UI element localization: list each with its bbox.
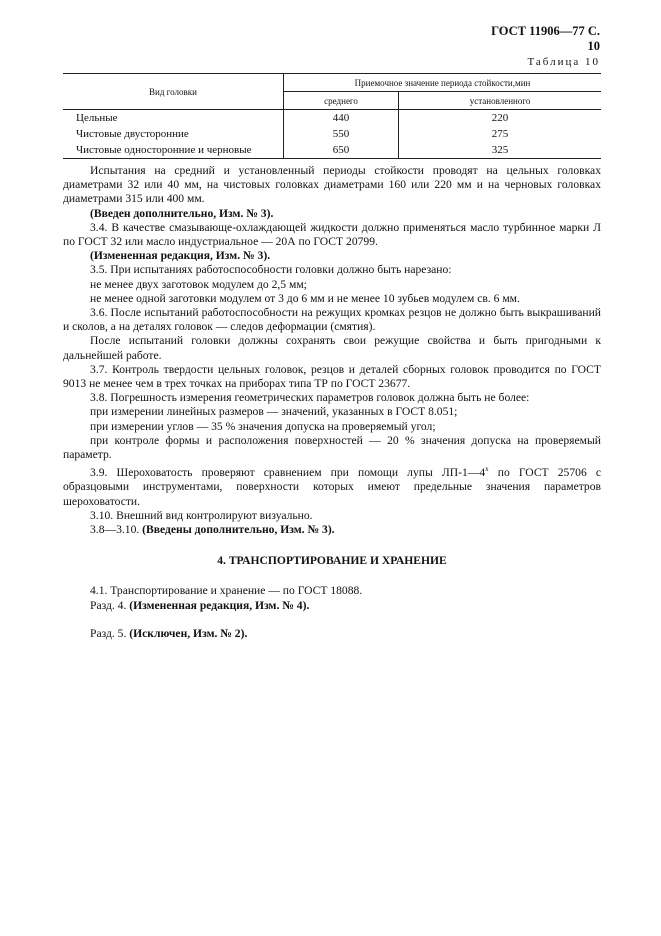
amendment-note xyxy=(63,627,601,641)
page-header: ГОСТ 11906—77 С. 10 xyxy=(491,24,600,53)
paragraph-3-7: 3.7. Контроль твердости цельных головок, резцов и деталей сборных головок проводится по ГОСТ 9013 не менее чем в трех точках на приборах типа ТР по ГОСТ 23677. xyxy=(63,362,601,391)
paragraph-3-10: 3.10. Внешний вид контролируют визуально. xyxy=(90,508,313,522)
amendment-note: (Измененная редакция, Изм. № 3). xyxy=(90,249,271,263)
row-mean: 440 xyxy=(284,110,399,127)
paragraph: при измерении углов — 35 % значения допуска на проверяемый угол; xyxy=(90,419,436,433)
col-head-mean: среднего xyxy=(284,92,399,110)
row-mean: 550 xyxy=(284,126,399,142)
table-row xyxy=(63,142,601,159)
row-set: 275 xyxy=(399,126,601,142)
table-row xyxy=(63,110,601,127)
row-name: Чистовые односторонние и черновые xyxy=(63,142,284,159)
section-title: 4. ТРАНСПОРТИРОВАНИЕ И ХРАНЕНИЕ xyxy=(217,554,447,568)
paragraph-3-5: 3.5. При испытаниях работоспособности головки должно быть нарезано: xyxy=(90,263,452,277)
row-name: Чистовые двусторонние xyxy=(76,128,189,140)
amendment-note: (Введен дополнительно, Изм. № 3). xyxy=(90,206,274,220)
row-set: 220 xyxy=(399,110,601,127)
row-set: 325 xyxy=(399,142,601,159)
durability-table xyxy=(63,73,601,159)
paragraph: при измерении линейных размеров — значений, указанных в ГОСТ 8.051; xyxy=(90,405,458,419)
amendment-note xyxy=(63,599,601,613)
paragraph: не менее одной заготовки модулем от 3 до 6 мм и не менее 10 зубьев модулем св. 6 мм. xyxy=(90,291,520,305)
row-name: Цельные xyxy=(76,112,118,124)
col-head-group: Приемочное значение периода стойкости,мин xyxy=(284,74,602,92)
table-caption: Таблица 10 xyxy=(527,56,600,68)
paragraph-3-4: 3.4. В качестве смазывающе-охлаждающей жидкости должно применяться масло турбинное марки Л по ГОСТ 32 или масло индустриальное — 20А по ГОСТ 20799. xyxy=(63,220,601,249)
text-span: 3.9. Шероховатость проверяют сравнением при помощи лупы ЛП-1—4 xyxy=(90,466,486,480)
col-head-type: Вид головки xyxy=(63,74,284,110)
table-row xyxy=(63,126,601,142)
paragraph: не менее двух заготовок модулем до 2,5 мм; xyxy=(90,277,307,291)
text-span: по ГОСТ 25706 с образцовыми инструментами, поверхности которых имеют предельные значения параметров шероховатости. xyxy=(63,466,601,508)
superscript: х xyxy=(485,465,489,474)
col-head-set: установленного xyxy=(399,92,601,110)
amendment-note xyxy=(63,523,601,537)
note-text: (Введены дополнительно, Изм. № 3). xyxy=(142,522,335,536)
paragraph-4-1: 4.1. Транспортирование и хранение — по ГОСТ 18088. xyxy=(90,584,363,598)
note-range: Разд. 4. xyxy=(90,598,130,612)
note-range: Разд. 5. xyxy=(90,626,130,640)
paragraph: После испытаний головки должны сохранять свои режущие свойства и быть пригодными к дальнейшей работе. xyxy=(63,334,601,362)
note-range: 3.8—3.10. xyxy=(90,522,143,536)
paragraph: Испытания на средний и установленный периоды стойкости проводят на цельных головках диаметрами 32 или 40 мм, на чистовых головках диаметрами 160 или 220 мм и на черновых головках диаметрами 315 или 400 мм. xyxy=(63,164,601,206)
note-text: (Исключен, Изм. № 2). xyxy=(129,626,248,640)
note-text: (Измененная редакция, Изм. № 4). xyxy=(129,598,310,612)
paragraph-3-8: 3.8. Погрешность измерения геометрических параметров головок должна быть не более: xyxy=(90,391,530,405)
paragraph-3-6: 3.6. После испытаний работоспособности на режущих кромках резцов не должно быть выкрашиваний и сколов, а на деталях головок — следов деформации (смятия). xyxy=(63,306,601,334)
paragraph-3-9 xyxy=(63,462,601,508)
row-mean: 650 xyxy=(284,142,399,159)
paragraph: при контроле формы и расположения поверхностей — 20 % значения допуска на проверяемый параметр. xyxy=(63,433,601,462)
body-text xyxy=(63,164,601,641)
